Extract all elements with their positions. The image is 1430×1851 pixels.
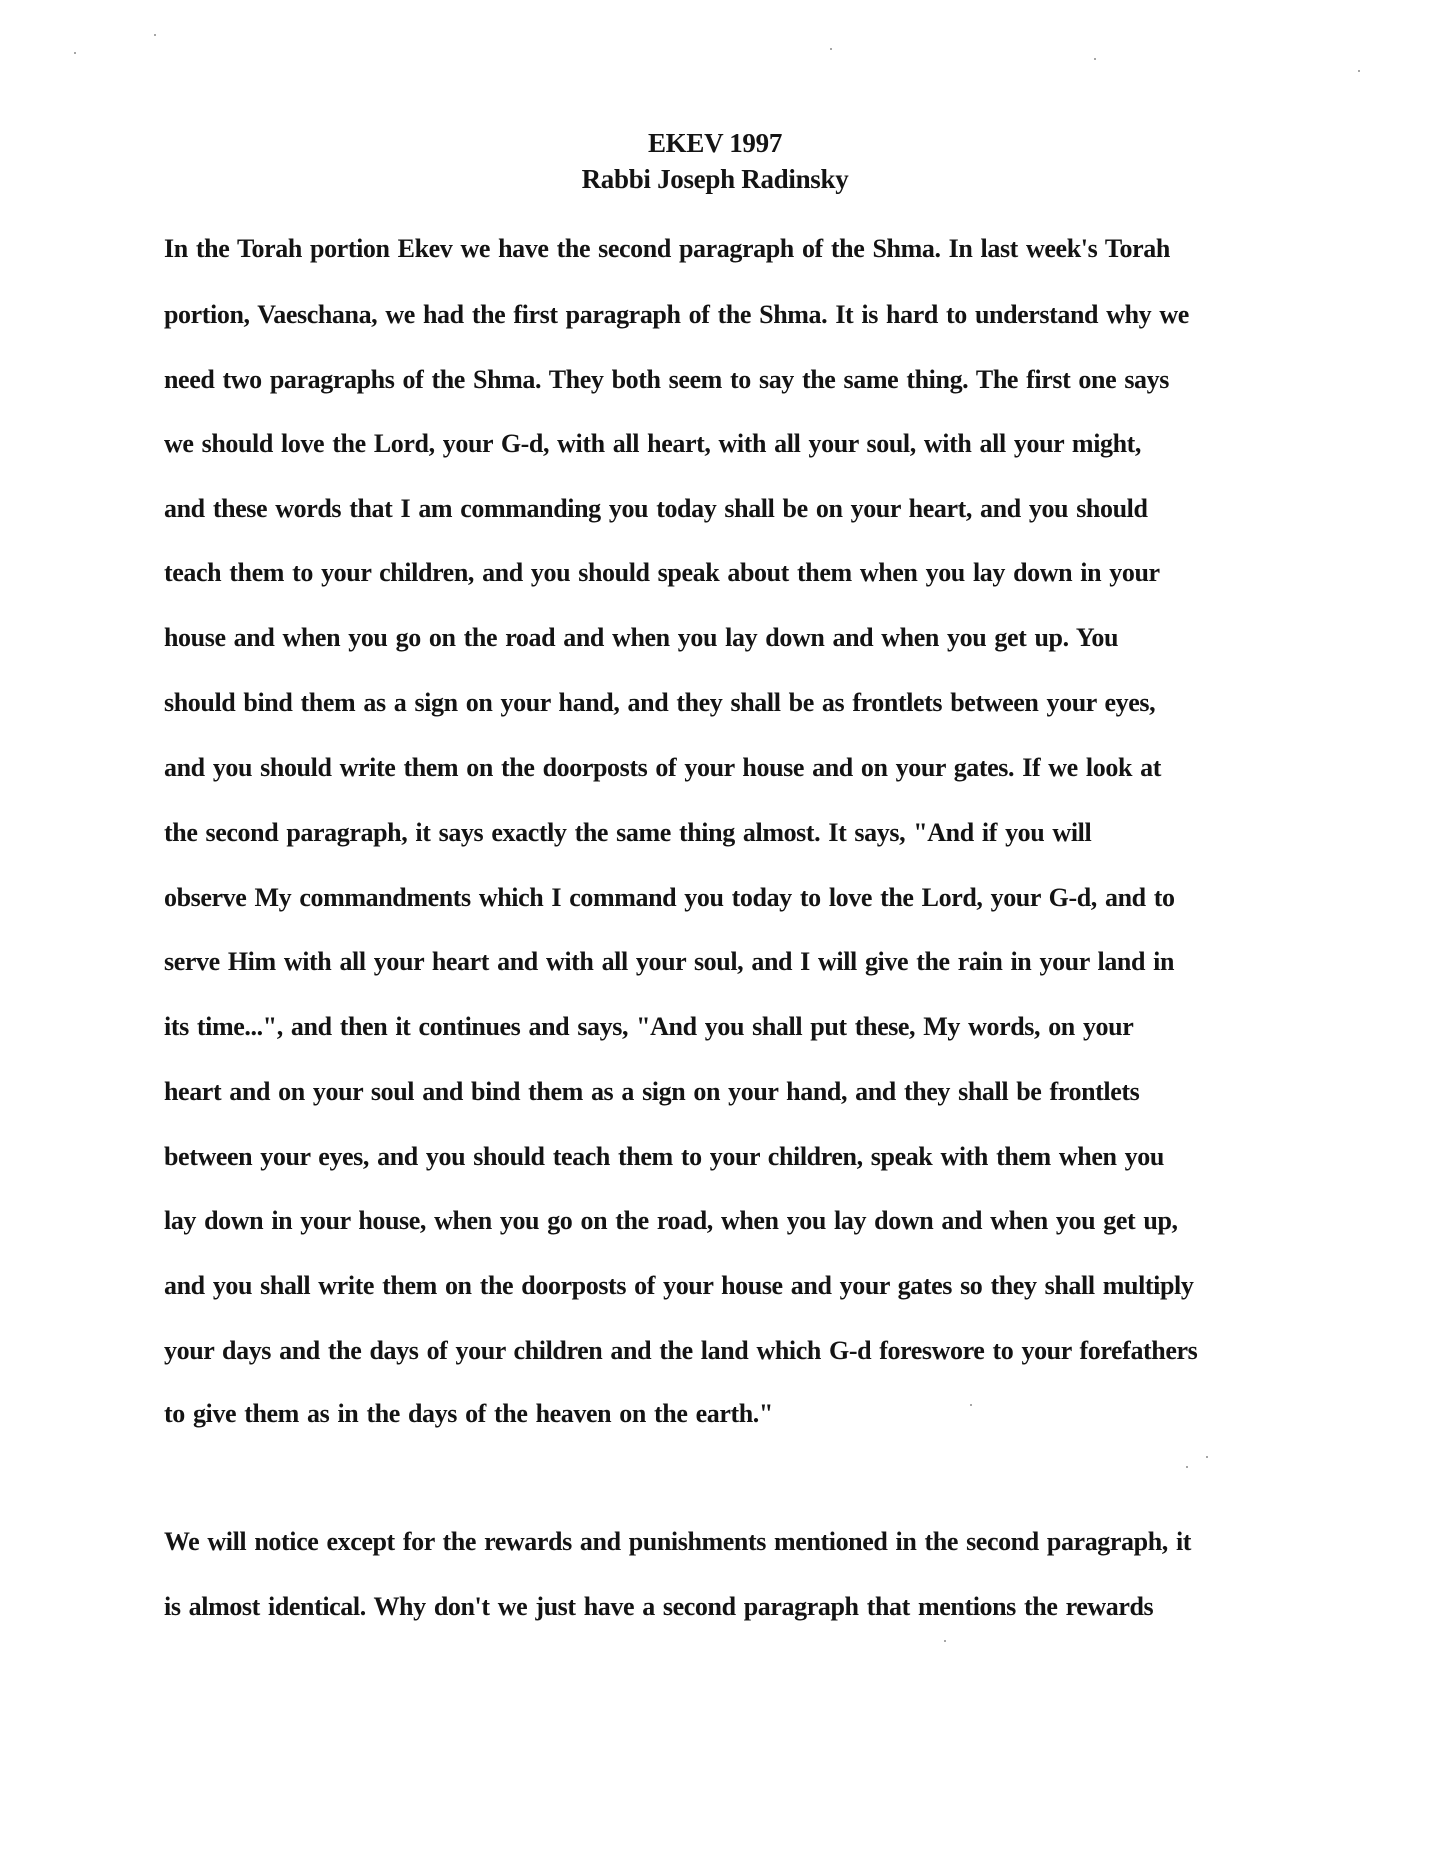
scan-speck: [944, 1640, 946, 1642]
text-line: teach them to your children, and you should speak about them when you lay down in your: [164, 558, 1160, 587]
document-title: EKEV 1997: [647, 128, 783, 158]
scan-speck: [154, 34, 156, 36]
scan-speck: [1094, 58, 1096, 60]
text-line: between your eyes, and you should teach them to your children, speak with them when you: [164, 1142, 1164, 1171]
text-line: should bind them as a sign on your hand, and they shall be as frontlets between your eyes,: [164, 688, 1156, 717]
text-line: serve Him with all your heart and with all your soul, and I will give the rain in your land in: [164, 947, 1175, 976]
text-line: heart and on your soul and bind them as a sign on your hand, and they shall be frontlets: [164, 1077, 1140, 1106]
scan-speck: [970, 1404, 972, 1406]
text-line: In the Torah portion Ekev we have the second paragraph of the Shma. In last week's Torah: [164, 234, 1170, 263]
scan-speck: [1206, 1456, 1208, 1458]
text-line: we should love the Lord, your G-d, with all heart, with all your soul, with all your might,: [164, 429, 1142, 458]
text-line: portion, Vaeschana, we had the first paragraph of the Shma. It is hard to understand why we: [164, 300, 1189, 329]
text-line: need two paragraphs of the Shma. They both seem to say the same thing. The first one says: [164, 365, 1169, 394]
text-line: observe My commandments which I command you today to love the Lord, your G-d, and to: [164, 883, 1175, 912]
text-line: house and when you go on the road and when you lay down and when you get up. You: [164, 623, 1119, 652]
text-line: your days and the days of your children and the land which G-d foreswore to your forefathers: [164, 1336, 1198, 1365]
text-line: is almost identical. Why don't we just have a second paragraph that mentions the rewards: [164, 1592, 1154, 1621]
text-line: the second paragraph, it says exactly the same thing almost. It says, "And if you will: [164, 818, 1092, 847]
document-author: Rabbi Joseph Radinsky: [581, 164, 849, 194]
scan-speck: [74, 52, 76, 54]
text-line: We will notice except for the rewards and punishments mentioned in the second paragraph, it: [164, 1527, 1192, 1556]
scan-speck: [1358, 70, 1360, 72]
text-line: and these words that I am commanding you today shall be on your heart, and you should: [164, 494, 1148, 523]
text-line: and you shall write them on the doorposts of your house and your gates so they shall multiply: [164, 1271, 1194, 1300]
text-line: its time...", and then it continues and says, "And you shall put these, My words, on your: [164, 1012, 1134, 1041]
text-line: and you should write them on the doorposts of your house and on your gates. If we look at: [164, 753, 1161, 782]
scan-speck: [1186, 1466, 1188, 1468]
text-line: lay down in your house, when you go on the road, when you lay down and when you get up,: [164, 1206, 1178, 1235]
text-line: to give them as in the days of the heaven on the earth.": [164, 1399, 773, 1428]
scan-speck: [830, 48, 832, 50]
